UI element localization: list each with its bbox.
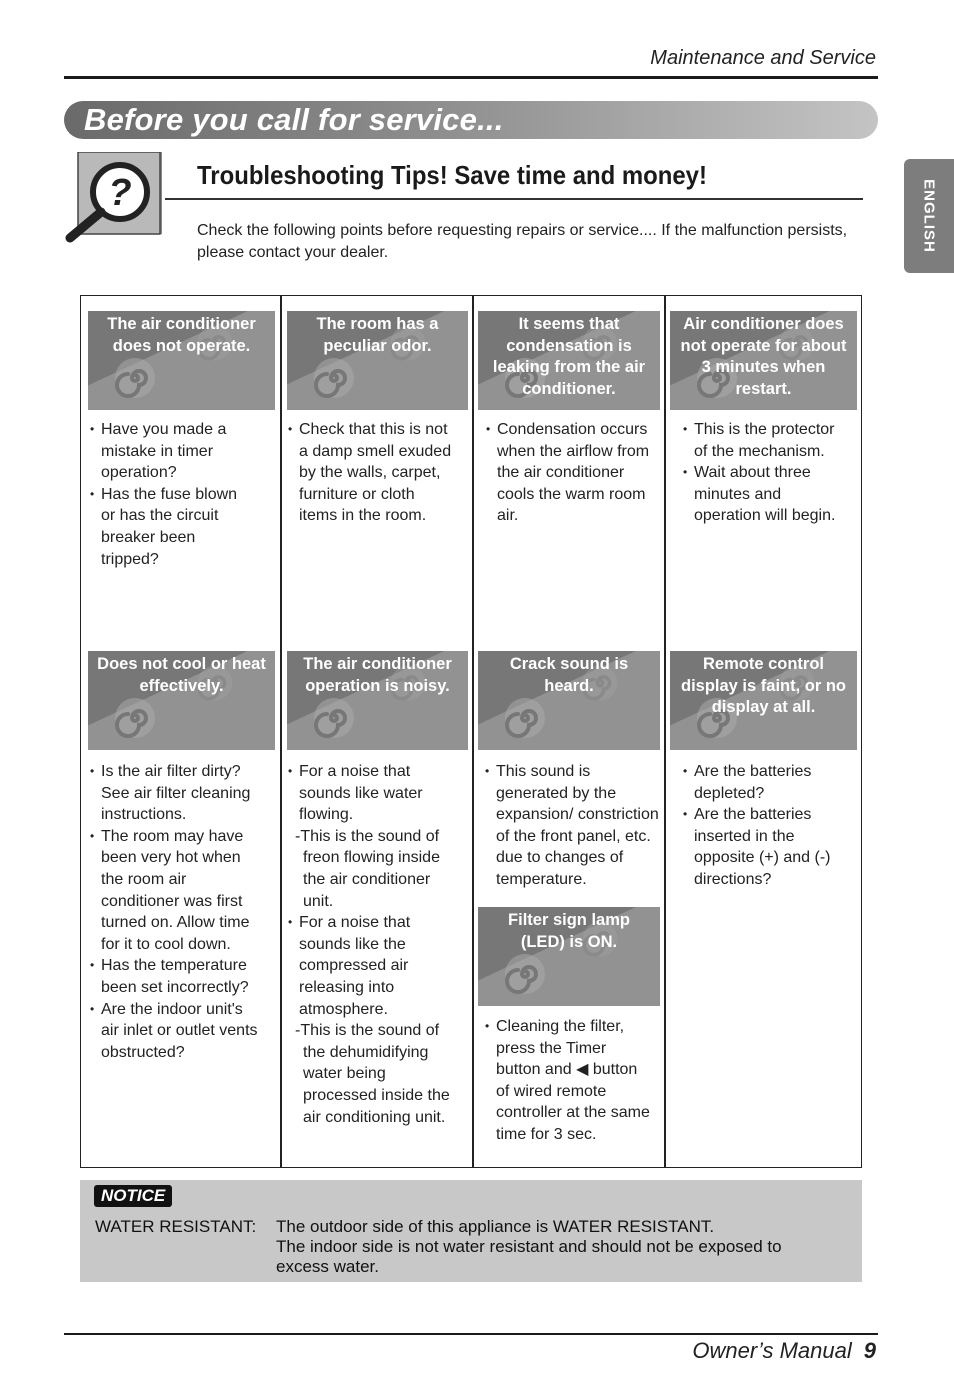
- symptom-title-line: The room has a: [316, 315, 439, 333]
- checklist-line: of the front panel, etc.: [496, 827, 651, 845]
- symptom-title-line: heard.: [544, 676, 594, 695]
- intro-line: please contact your dealer.: [197, 243, 389, 261]
- symptom-title-line: The air conditioner: [107, 315, 256, 333]
- symptom-title-line: (LED) is ON.: [520, 932, 618, 951]
- symptom-header: [287, 311, 468, 410]
- checklist-line: sounds like the: [299, 935, 406, 953]
- symptom-title-line: does not operate.: [112, 336, 251, 355]
- symptom-header: [670, 311, 857, 410]
- checklist-line: the room air: [101, 870, 187, 888]
- checklist-line: • Cleaning the filter,: [483, 1016, 660, 1038]
- checklist-line: releasing into: [299, 978, 395, 996]
- checklist-line: instructions.: [101, 806, 187, 824]
- checklist-line: water being: [303, 1065, 386, 1083]
- checklist-line: the air conditioner: [497, 464, 625, 482]
- checklist-line: flowing.: [299, 806, 354, 824]
- symptom-title-line: operation is noisy.: [305, 676, 450, 695]
- footer-text: Owner’s Manual: [692, 1338, 852, 1363]
- checklist-line: • This is the protector: [681, 419, 857, 441]
- language-tab: [904, 159, 954, 273]
- symptom-title-line: display is faint, or no: [680, 676, 847, 695]
- checklist-line: • Wait about three: [681, 462, 857, 484]
- symptom-title: [478, 910, 660, 953]
- symptom-title-line: effectively.: [139, 676, 224, 695]
- symptom-title-line: leaking from the air: [492, 358, 646, 376]
- notice-text: [276, 1217, 836, 1277]
- header-rule: [64, 76, 878, 79]
- checklist-line: items in the room.: [299, 507, 427, 525]
- grid-divider: [280, 295, 282, 1168]
- symptom-title: [478, 654, 660, 697]
- symptom-header: [287, 651, 468, 750]
- symptom-title-line: restart.: [735, 379, 792, 398]
- checklist-line: unit.: [303, 892, 334, 910]
- banner-title: Before you call for service...: [84, 102, 504, 137]
- symptom-title-line: Air conditioner does: [683, 315, 844, 333]
- checklist: [681, 761, 857, 891]
- magnifier-question-icon: [64, 152, 168, 244]
- checklist-line: • For a noise that: [286, 761, 468, 783]
- checklist-line: • Are the batteries: [681, 804, 857, 826]
- checklist-line: due to changes of: [496, 849, 624, 867]
- checklist-line: time for 3 sec.: [496, 1125, 597, 1143]
- symptom-header: [478, 651, 660, 750]
- checklist-line: the air conditioner: [303, 870, 431, 888]
- checklist-line: furniture or cloth: [299, 485, 415, 503]
- checklist-line: • For a noise that: [286, 912, 468, 934]
- symptom-title-line: peculiar odor.: [323, 336, 432, 355]
- checklist-line: obstructed?: [101, 1043, 185, 1061]
- symptom-header: [478, 311, 660, 410]
- checklist: [88, 761, 274, 1063]
- symptom-header: [478, 907, 660, 1006]
- checklist: [484, 419, 660, 527]
- grid-divider: [664, 295, 666, 1168]
- checklist-line: by the walls, carpet,: [299, 464, 441, 482]
- checklist-line: tripped?: [101, 550, 159, 568]
- notice-box: [80, 1180, 862, 1282]
- checklist-line: breaker been: [101, 528, 196, 546]
- checklist-line: temperature.: [496, 870, 587, 888]
- checklist-line: expansion/ constriction: [496, 806, 659, 824]
- checklist: [483, 1016, 660, 1146]
- notice-line: The indoor side is not water resistant and should not be exposed to: [276, 1237, 782, 1256]
- symptom-title: [670, 654, 857, 719]
- grid-divider: [472, 295, 474, 1168]
- checklist: [286, 761, 468, 1128]
- notice-line: The outdoor side of this appliance is WATER RESISTANT.: [276, 1217, 715, 1236]
- checklist-line: or has the circuit: [101, 507, 219, 525]
- checklist-line: air.: [497, 507, 519, 525]
- checklist-line: a damp smell exuded: [299, 442, 452, 460]
- checklist-line: air inlet or outlet vents: [101, 1022, 258, 1040]
- checklist-line: controller at the same: [496, 1104, 650, 1122]
- checklist-line: • Are the indoor unit's: [88, 999, 274, 1021]
- symptom-title-line: Remote control: [702, 655, 824, 673]
- intro-line: Check the following points before requesting repairs or service.... If the malfunction persists,: [197, 222, 848, 239]
- symptom-title: [88, 654, 275, 697]
- symptom-title: [670, 314, 857, 400]
- checklist: [483, 761, 660, 891]
- symptom-header: [670, 651, 857, 750]
- notice-line: excess water.: [276, 1257, 379, 1276]
- symptom-title-line: It seems that: [518, 315, 620, 333]
- checklist-line: of the mechanism.: [694, 442, 825, 460]
- checklist-line: press the Timer: [496, 1039, 607, 1057]
- symptom-title-line: Filter sign lamp: [508, 911, 630, 929]
- symptom-title: [287, 314, 468, 357]
- symptom-title-line: display at all.: [711, 698, 816, 716]
- notice-key: WATER RESISTANT:: [95, 1217, 257, 1236]
- checklist-line: inserted in the: [694, 827, 795, 845]
- swirl-icon: [311, 695, 357, 741]
- checklist-line: generated by the: [496, 784, 617, 802]
- swirl-icon: [502, 951, 548, 997]
- swirl-icon: [502, 695, 548, 741]
- checklist-line: • Condensation occurs: [484, 419, 660, 441]
- checklist-line: cools the warm room: [497, 485, 646, 503]
- checklist-line: -This is the sound of: [295, 827, 440, 845]
- symptom-title-line: conditioner.: [522, 379, 616, 398]
- checklist-line: atmosphere.: [299, 1000, 388, 1018]
- symptom-title-line: Crack sound is: [509, 655, 629, 673]
- checklist-line: compressed air: [299, 957, 409, 975]
- symptom-title-line: Does not cool or heat: [97, 655, 266, 673]
- checklist-line: freon flowing inside: [303, 849, 440, 867]
- checklist-line: • Has the fuse blown: [88, 484, 274, 506]
- tips-rule: [165, 198, 863, 200]
- checklist-line: air conditioning unit.: [303, 1108, 446, 1126]
- checklist-line: button and ◀ button: [496, 1061, 638, 1079]
- symptom-header: [88, 651, 275, 750]
- checklist-line: • Check that this is not: [286, 419, 468, 441]
- checklist-line: conditioner was first: [101, 892, 243, 910]
- symptom-title: [478, 314, 660, 400]
- symptom-title: [287, 654, 468, 697]
- checklist-line: minutes and: [694, 485, 782, 503]
- symptom-title-line: 3 minutes when: [701, 358, 826, 376]
- symptom-title-line: not operate for about: [680, 336, 847, 355]
- symptom-header: [88, 311, 275, 410]
- symptom-title-line: The air conditioner: [303, 655, 452, 673]
- checklist: [681, 419, 857, 527]
- checklist-line: mistake in timer: [101, 442, 214, 460]
- swirl-icon: [112, 355, 158, 401]
- checklist: [286, 419, 468, 527]
- checklist-line: of wired remote: [496, 1082, 607, 1100]
- title-banner: [64, 101, 878, 139]
- tips-title: Troubleshooting Tips! Save time and money!: [197, 160, 707, 190]
- swirl-icon: [112, 695, 158, 741]
- section-header: Maintenance and Service: [650, 47, 876, 69]
- checklist-line: been set incorrectly?: [101, 978, 249, 996]
- checklist-line: processed inside the: [303, 1086, 450, 1104]
- checklist-line: depleted?: [694, 784, 765, 802]
- checklist-line: -This is the sound of: [295, 1022, 440, 1040]
- checklist-line: • Are the batteries: [681, 761, 857, 783]
- svg-text:?: ?: [108, 172, 132, 214]
- footer-rule: [64, 1333, 878, 1335]
- checklist-line: opposite (+) and (-): [694, 849, 831, 867]
- checklist-line: • The room may have: [88, 826, 274, 848]
- checklist-line: operation?: [101, 464, 177, 482]
- checklist-line: turned on. Allow time: [101, 914, 250, 932]
- checklist-line: • Have you made a: [88, 419, 274, 441]
- checklist-line: been very hot when: [101, 849, 241, 867]
- notice-label: NOTICE: [94, 1185, 172, 1207]
- language-tab-label: ENGLISH: [920, 179, 938, 253]
- symptom-title-line: condensation is: [506, 336, 632, 355]
- swirl-icon: [311, 355, 357, 401]
- checklist-line: • Has the temperature: [88, 955, 274, 977]
- footer: [692, 1338, 876, 1364]
- checklist-line: • Is the air filter dirty?: [88, 761, 274, 783]
- checklist-line: operation will begin.: [694, 507, 836, 525]
- symptom-title: [88, 314, 275, 357]
- checklist-line: for it to cool down.: [101, 935, 231, 953]
- checklist-line: the dehumidifying: [303, 1043, 429, 1061]
- intro-text: [197, 220, 867, 263]
- checklist-line: • This sound is: [483, 761, 660, 783]
- checklist-line: sounds like water: [299, 784, 423, 802]
- checklist-line: when the airflow from: [497, 442, 650, 460]
- page-number: 9: [863, 1338, 876, 1363]
- checklist-line: See air filter cleaning: [101, 784, 251, 802]
- checklist-line: directions?: [694, 870, 772, 888]
- checklist: [88, 419, 274, 570]
